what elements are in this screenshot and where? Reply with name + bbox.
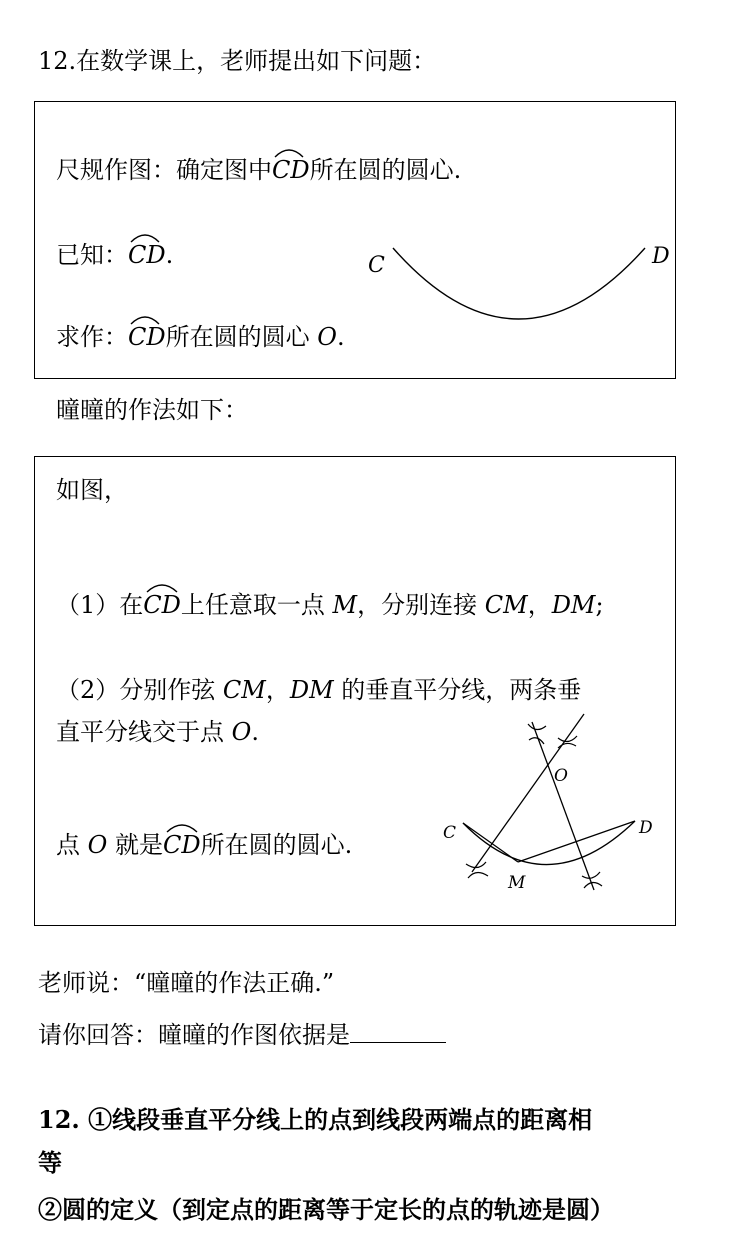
point-c-label: C <box>368 253 385 278</box>
arc-cd-label: CD <box>128 240 166 270</box>
task-known: 已知： CD. <box>56 240 173 270</box>
arc-mark <box>468 872 488 878</box>
chord-cm <box>463 823 518 862</box>
method-step-2-cont: 直平分线交于点 O. <box>56 718 259 746</box>
point-m-label: M <box>508 873 526 893</box>
point-d-label: D <box>639 818 653 838</box>
method-step-2: （2）分别作弦 CM，DM 的垂直平分线，两条垂 <box>56 676 582 704</box>
answer-line-1: 12. ①线段垂直平分线上的点到线段两端点的距离相 <box>38 1105 593 1134</box>
arc-mark <box>582 872 600 878</box>
problem-intro: 在数学课上，老师提出如下问题： <box>76 47 437 75</box>
bisector-cm <box>472 714 584 872</box>
arc-symbol <box>128 312 162 326</box>
arc-cd <box>463 821 635 865</box>
task-line-1: 尺规作图：确定图中 CD所在圆的圆心. <box>56 155 461 185</box>
arc-cd-label: CD <box>163 830 201 860</box>
problem-header <box>38 46 436 76</box>
point-d-label: D <box>652 244 670 269</box>
task-construct: 求作： CD所在圆的圆心 O. <box>56 322 345 352</box>
task-arc-figure <box>360 230 680 330</box>
question: 请你回答：曈曈的作图依据是 <box>38 1018 446 1050</box>
method-step-1: （1）在 CD上任意取一点 M，分别连接 CM，DM; <box>56 590 604 620</box>
teacher-says: 老师说：“曈曈的作法正确.” <box>38 969 335 997</box>
arc-mark <box>529 738 544 744</box>
arc-cd <box>393 248 645 319</box>
arc-cd-label: CD <box>143 590 181 620</box>
answer-blank[interactable] <box>350 1018 446 1043</box>
point-o-label: O <box>554 766 568 786</box>
answer-line-2: 等 <box>38 1148 62 1177</box>
arc-mark <box>528 724 546 730</box>
arc-cd-label: CD <box>272 155 310 185</box>
problem-number: 12. <box>38 47 77 75</box>
answer-line-3: ②圆的定义（到定点的距离等于定长的点的轨迹是圆） <box>38 1195 614 1224</box>
arc-symbol <box>143 580 181 594</box>
method-conclusion: 点 O 就是 CD所在圆的圆心. <box>56 830 352 860</box>
arc-symbol <box>163 820 201 834</box>
arc-symbol <box>272 145 306 159</box>
arc-symbol <box>128 230 162 244</box>
method-line-fig: 如图， <box>56 476 128 504</box>
arc-cd-label: CD <box>128 322 166 352</box>
point-c-label: C <box>443 823 457 843</box>
construction-figure <box>436 712 668 898</box>
method-intro: 曈曈的作法如下： <box>56 396 248 424</box>
